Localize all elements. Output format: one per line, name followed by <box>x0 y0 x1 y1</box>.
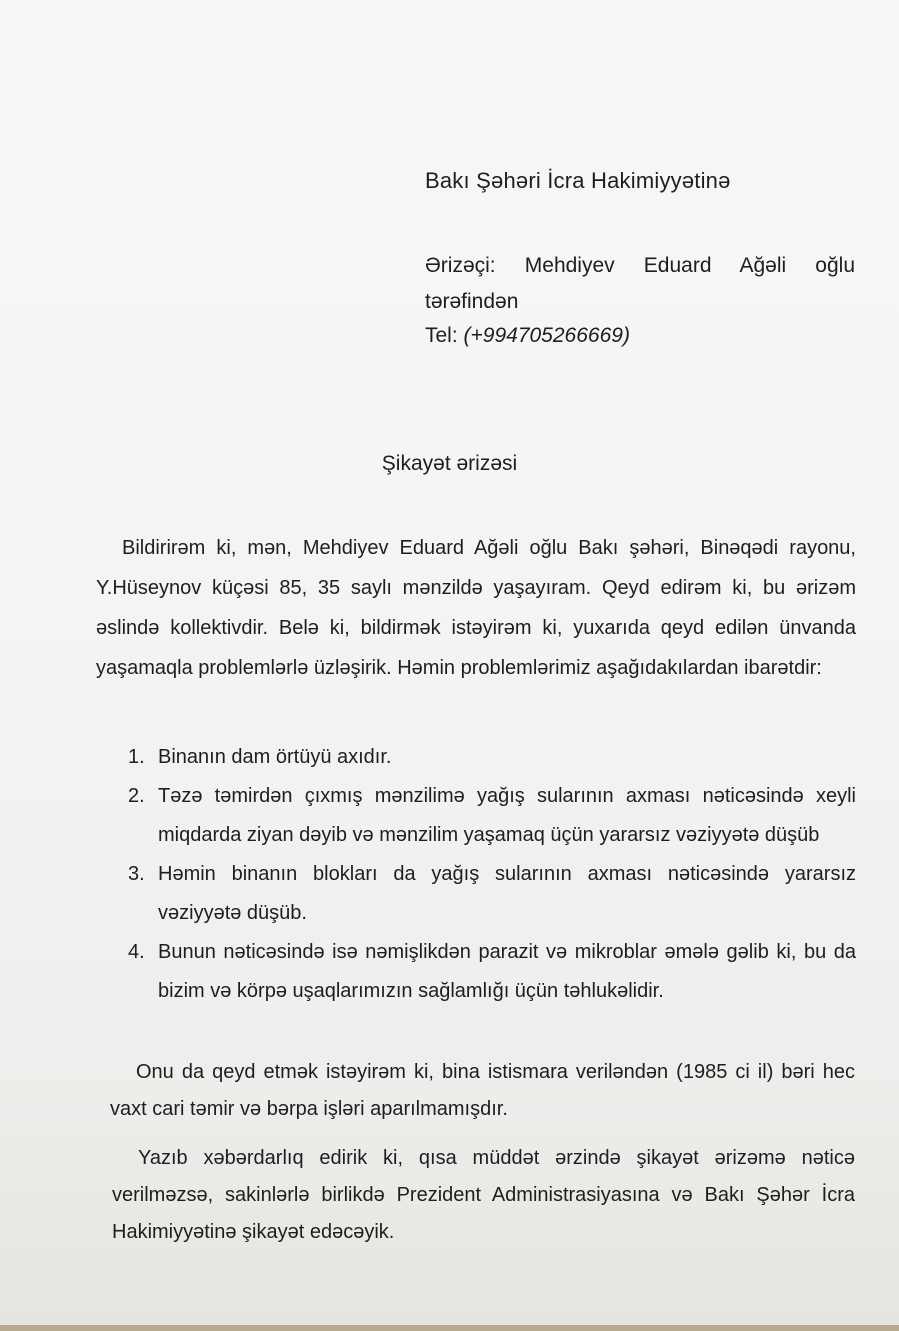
applicant-name: Ərizəçi: Mehdiyev Eduard Ağəli oğlu tərəfindən <box>425 254 855 313</box>
list-item-text: Bunun nəticəsində isə nəmişlikdən parazit və mikroblar əmələ gəlib ki, bu da bizim və körpə uşaqlarımızın sağlamlığı üçün təhlukəlidir. <box>158 941 856 1002</box>
phone-number: (+994705266669) <box>463 324 630 347</box>
list-item-index: 4. <box>128 941 145 963</box>
list-item-text: Təzə təmirdən çıxmış mənzilimə yağış sularının axması nəticəsində xeyli miqdarda ziyan dəyib və mənzilim yaşamaq üçün yararsız vəziyyətə düşüb <box>158 785 856 846</box>
list-item-index: 2. <box>128 785 145 807</box>
paragraph-maintenance: Onu da qeyd etmək istəyirəm ki, bina istismara veriləndən (1985 ci il) bəri hec vaxt cari təmir və bərpa işləri aparılmamışdır. <box>110 1061 855 1120</box>
list-item <box>128 933 856 1011</box>
list-item <box>128 738 856 777</box>
list-item-text: Binanın dam örtüyü axıdır. <box>158 746 392 768</box>
addressee: Bakı Şəhəri İcra Hakimiyyətinə <box>425 168 731 193</box>
phone-label: Tel: <box>425 324 458 347</box>
paragraph-intro: Bildirirəm ki, mən, Mehdiyev Eduard Ağəli oğlu Bakı şəhəri, Binəqədi rayonu, Y.Hüseynov küçəsi 85, 35 saylı mənzildə yaşayıram. Qeyd edirəm ki, bu ərizəm əslində kollektivdir. Belə ki, bildirmək istəyirəm ki, yuxarıda qeyd edilən ünvanda yaşamaqla problemlərlə üzləşirik. Həmin problemlərimiz aşağıdakılardan ibarətdir: <box>96 537 856 679</box>
list-item-index: 1. <box>128 746 145 768</box>
list-item-text: Həmin binanın blokları da yağış sularının axması nəticəsində yararsız vəziyyətə düşüb. <box>158 863 856 924</box>
list-item-index: 3. <box>128 863 145 885</box>
phone-line <box>425 324 630 348</box>
problem-list <box>128 738 856 1011</box>
paragraph-warning: Yazıb xəbərdarlıq edirik ki, qısa müddət ərzində şikayət ərizəmə nəticə verilməzsə, sakinlərlə birlikdə Prezident Administrasiyasına və Bakı Şəhər İcra Hakimiyyətinə şikayət edəcəyik. <box>112 1147 855 1243</box>
list-item <box>128 777 856 855</box>
list-item <box>128 855 856 933</box>
document-title: Şikayət ərizəsi <box>381 452 518 475</box>
